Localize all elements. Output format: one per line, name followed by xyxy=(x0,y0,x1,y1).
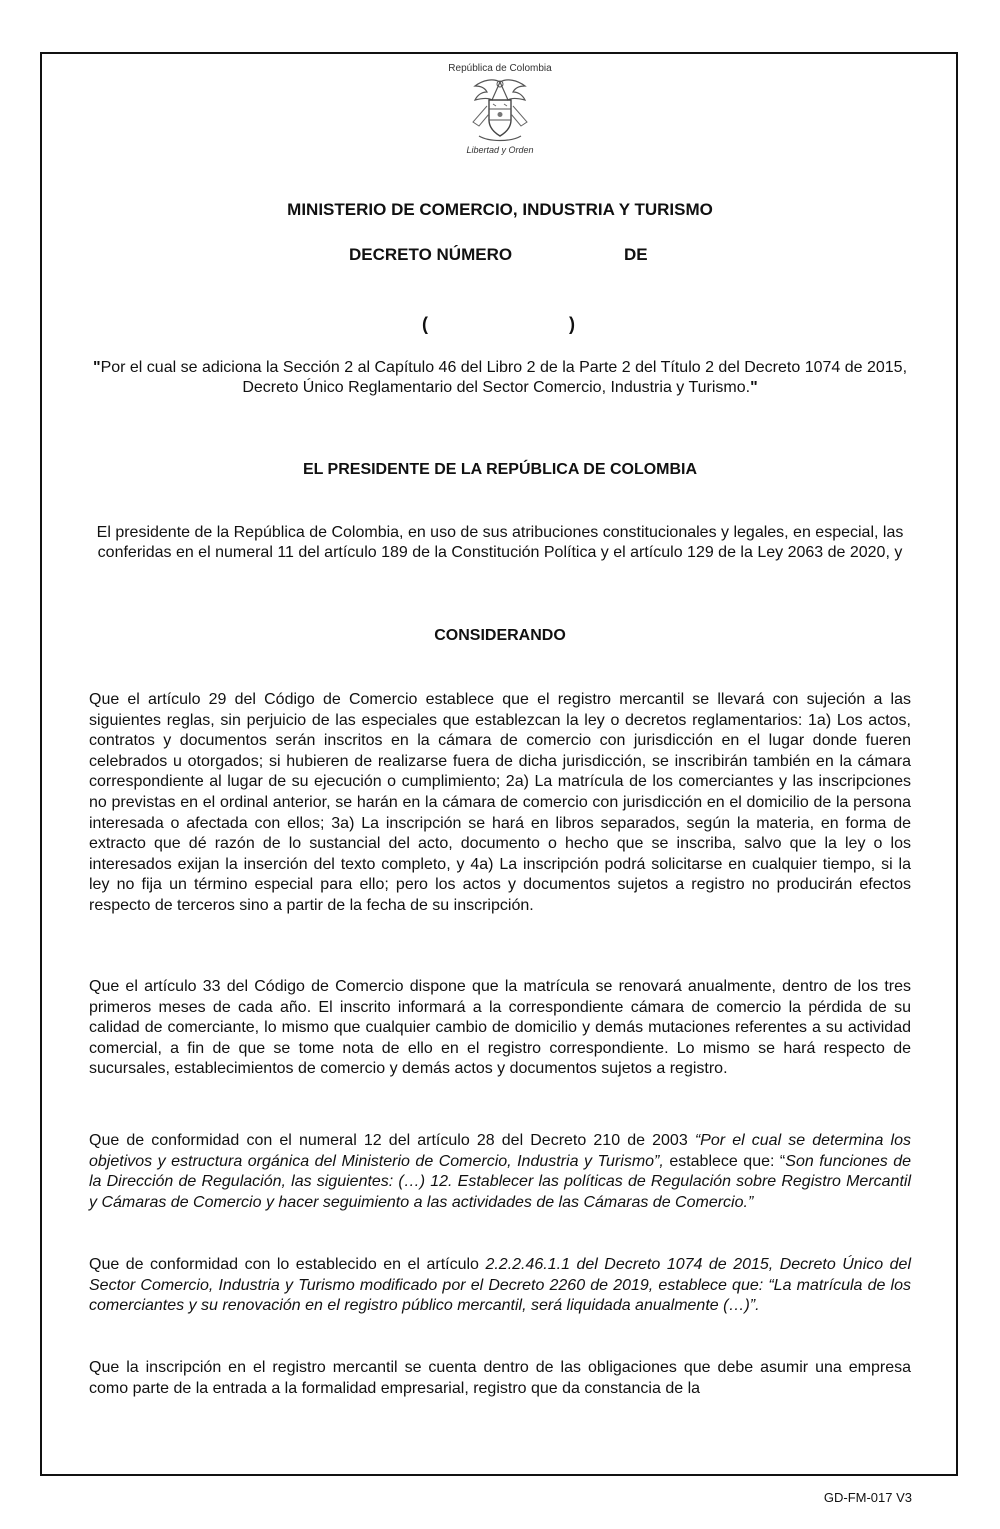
ministry-heading: MINISTERIO DE COMERCIO, INDUSTRIA Y TURISMO xyxy=(287,200,713,219)
paragraph-2: Que el artículo 33 del Código de Comercio dispone que la matrícula se renovará anualmente, dentro de los tres primeros meses de cada año. El inscrito informará a la correspondiente cámara de comercio la pérdida de su calidad de comerciante, lo mismo que cualquier cambio de domicilio y demás mutaciones referentes a su actividad comercial, a fin de que se tome nota de ello en el registro correspondiente. Lo mismo se hará respecto de sucursales, establecimientos de comercio y demás actos y documentos sujetos a registro. xyxy=(89,978,911,1078)
paragraph-5: Que la inscripción en el registro mercantil se cuenta dentro de las obligaciones que debe asumir una empresa como parte de la entrada a la formalidad empresarial, registro que da constancia de la xyxy=(89,1359,911,1397)
decree-title xyxy=(90,358,910,398)
title-text: Por el cual se adiciona la Sección 2 al Capítulo 46 del Libro 2 de la Parte 2 del Título 2 del Decreto 1074 de 2015, Decreto Único Reglamentario del Sector Comercio, Industria y Turismo. xyxy=(100,359,908,396)
title-quote-open: " xyxy=(92,359,101,376)
paragraph-3-decree-title: “Por el cual se determina los objetivos y estructura orgánica del Ministerio de Comercio, Industria y Turismo”, xyxy=(89,1132,911,1170)
considerando-heading: CONSIDERANDO xyxy=(434,627,566,644)
president-heading: EL PRESIDENTE DE LA REPÚBLICA DE COLOMBIA xyxy=(302,461,698,478)
paragraph-3-lead: Que de conformidad con el numeral 12 del artículo 28 del Decreto 210 de 2003 xyxy=(89,1132,695,1149)
seal-top-text: República de Colombia xyxy=(448,63,552,74)
form-code: GD-FM-017 V3 xyxy=(823,1490,912,1505)
title-quote-close: " xyxy=(750,379,758,396)
paragraph-4-lead: Que de conformidad con lo establecido en el artículo xyxy=(89,1256,486,1273)
paragraph-1: Que el artículo 29 del Código de Comercio establece que el registro mercantil se llevará con sujeción a las siguientes reglas, sin perjuicio de las especiales que establezcan la ley o decretos reglamentarios: 1a) Los actos, contratos y documentos serán inscritos en la cámara de comercio con jurisdicción en el lugar donde fueren celebrados u otorgados; si hubieren de realizarse fuera de dicha jurisdicción, se inscribirán también en la cámara correspondiente al lugar de su ejecución o cumplimiento; 2a) La matrícula de los comerciantes y las inscripciones no previstas en el ordinal anterior, se harán en la cámara de comercio con jurisdicción en el domicilio de la persona interesada o afectada con ellos; 3a) La inscripción se hará en libros separados, según la materia, en forma de extracto que dé razón de lo sustancial del acto, documento o hecho que se inscriba, salvo que la ley o los interesados exijan la inserción del texto completo, y 4a) La inscripción podrá solicitarse en cualquier tiempo, si la ley no fija un término especial para ello; pero los actos y documentos sujetos a registro no producirán efectos respecto de terceros sino a partir de la fecha de su inscripción. xyxy=(89,691,911,914)
paren-open: ( xyxy=(422,314,428,334)
paragraph-3-quote: Son funciones de la Dirección de Regulación, las siguientes: (…) 12. Establecer las políticas de Regulación sobre Registro Mercantil y Cámaras de Comercio y hacer seguimiento a las actividades de las Cámaras de Comercio.” xyxy=(89,1152,912,1211)
decree-number-label: DECRETO NÚMERO xyxy=(349,245,513,264)
paragraph-3-mid: establece que: “ xyxy=(663,1152,786,1170)
paragraph-4 xyxy=(89,1255,911,1317)
intro-paragraph: El presidente de la República de Colombia, en uso de sus atribuciones constitucionales y legales, en especial, las conferidas en el numeral 11 del artículo 189 de la Constitución Política y el artículo 129 de la Ley 2063 de 2020, y xyxy=(96,524,904,561)
paragraph-4-quote: 2.2.2.46.1.1 del Decreto 1074 de 2015, Decreto Único del Sector Comercio, Industria y Turismo modificado por el Decreto 2260 de 2019, establece que: “La matrícula de los comerciantes y su renovación en el registro público mercantil, será liquidada anualmente (…)”. xyxy=(89,1256,911,1315)
decree-de-label: DE xyxy=(624,245,648,264)
coat-of-arms-icon xyxy=(465,76,535,144)
seal-motto: Libertad y Orden xyxy=(466,145,534,155)
coat-of-arms xyxy=(440,62,560,160)
paren-close: ) xyxy=(569,314,575,334)
paragraph-3 xyxy=(89,1131,911,1213)
